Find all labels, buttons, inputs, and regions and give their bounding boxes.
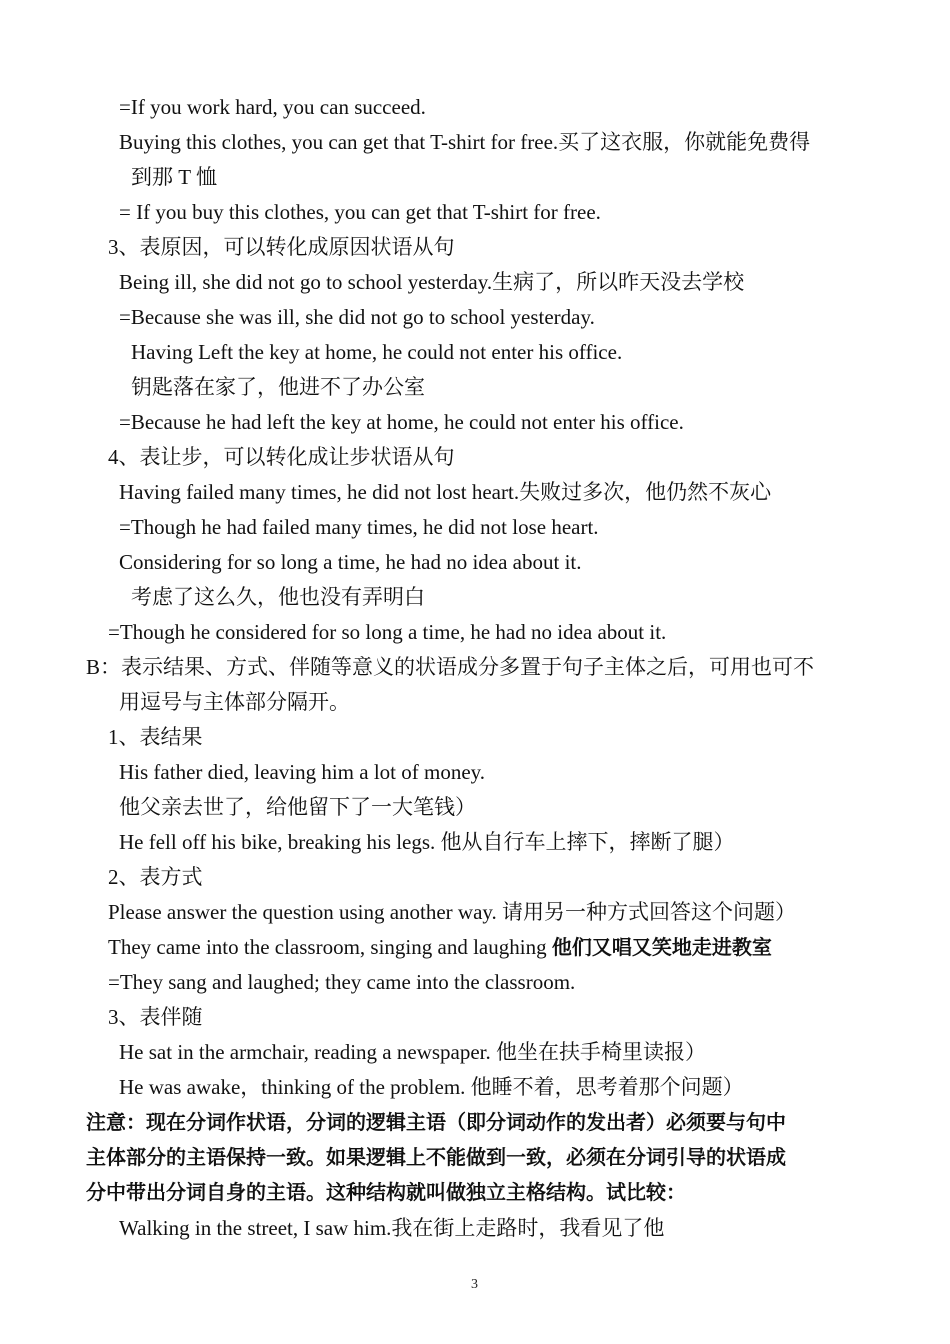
- text-line: =Though he had failed many times, he did not lose heart.: [119, 515, 599, 539]
- text-line: 钥匙落在家了，他进不了办公室: [131, 375, 425, 399]
- text-line: =Because she was ill, she did not go to school yesterday.: [119, 305, 595, 329]
- text-line-chinese-bold: 他们又唱又笑地走进教室: [551, 935, 772, 959]
- note-line: 分中带出分词自身的主语。这种结构就叫做独立主格结构。试比较：: [86, 1180, 686, 1204]
- text-line: He fell off his bike, breaking his legs. 他从自行车上摔下，摔断了腿）: [119, 830, 735, 854]
- text-line: = If you buy this clothes, you can get that T-shirt for free.: [119, 200, 601, 224]
- text-line: [108, 934, 772, 960]
- section-heading: 3、表伴随: [108, 1005, 203, 1029]
- page-number: 3: [471, 1277, 478, 1292]
- text-line: =Though he considered for so long a time, he had no idea about it.: [108, 620, 667, 644]
- text-line: 考虑了这么久，他也没有弄明白: [131, 585, 425, 609]
- text-line: Being ill, she did not go to school yesterday.生病了，所以昨天没去学校: [119, 270, 745, 294]
- text-line: Walking in the street, I saw him.我在街上走路时，我看见了他: [119, 1216, 665, 1240]
- text-line: 到那 T 恤: [131, 165, 217, 189]
- text-line: Having failed many times, he did not lost heart.失败过多次，他仍然不灰心: [119, 480, 772, 504]
- text-line: =If you work hard, you can succeed.: [119, 95, 426, 119]
- text-line-english: They came into the classroom, singing and laughing: [108, 935, 552, 959]
- section-heading: B：表示结果、方式、伴随等意义的状语成分多置于句子主体之后，可用也可不: [86, 655, 815, 679]
- text-line: 他父亲去世了，给他留下了一大笔钱）: [119, 795, 476, 819]
- text-line: Having Left the key at home, he could not enter his office.: [131, 340, 623, 364]
- text-line: =Because he had left the key at home, he could not enter his office.: [119, 410, 684, 434]
- text-line: Buying this clothes, you can get that T-shirt for free.买了这衣服，你就能免费得: [119, 130, 811, 154]
- text-line: Considering for so long a time, he had no idea about it.: [119, 550, 582, 574]
- text-line: His father died, leaving him a lot of money.: [119, 760, 486, 784]
- text-line: 用逗号与主体部分隔开。: [119, 690, 350, 714]
- section-heading: 2、表方式: [108, 865, 203, 889]
- text-line: =They sang and laughed; they came into the classroom.: [108, 970, 576, 994]
- section-heading: 3、表原因，可以转化成原因状语从句: [108, 235, 455, 259]
- note-line: 主体部分的主语保持一致。如果逻辑上不能做到一致，必须在分词引导的状语成: [86, 1145, 786, 1169]
- section-heading: 1、表结果: [108, 725, 203, 749]
- note-line: 注意：现在分词作状语，分词的逻辑主语（即分词动作的发出者）必须要与句中: [86, 1110, 786, 1134]
- text-line: He sat in the armchair, reading a newspaper. 他坐在扶手椅里读报）: [119, 1040, 707, 1064]
- text-line: He was awake，thinking of the problem. 他睡不着，思考着那个问题）: [119, 1075, 744, 1099]
- section-heading: 4、表让步，可以转化成让步状语从句: [108, 445, 455, 469]
- text-line: Please answer the question using another way. 请用另一种方式回答这个问题）: [108, 900, 797, 924]
